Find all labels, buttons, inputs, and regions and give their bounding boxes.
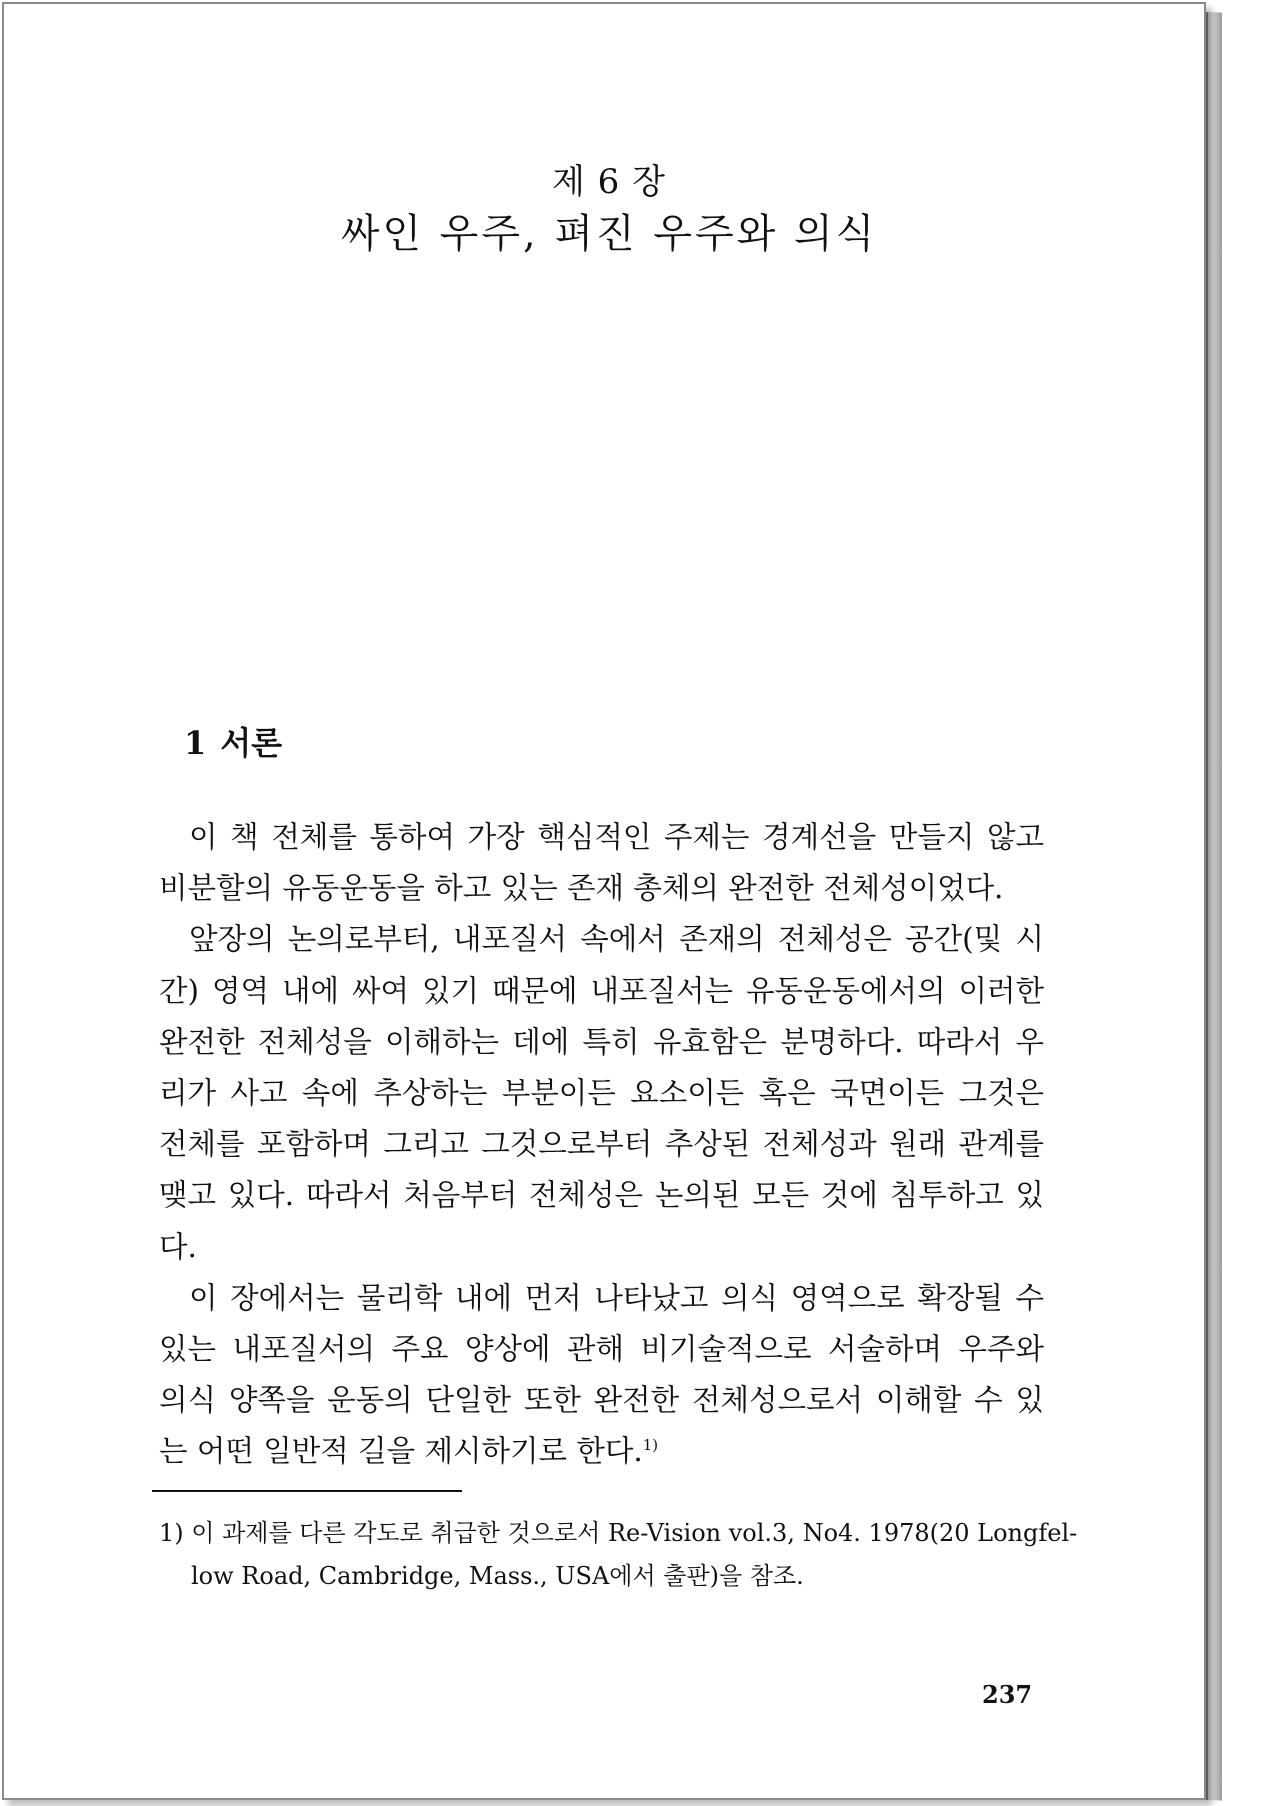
book-page — [2, 2, 1206, 1800]
body-line-final — [159, 1426, 1044, 1477]
footnote-divider — [152, 1490, 462, 1492]
section-heading — [184, 718, 282, 764]
body-line: 앞장의 논의로부터, 내포질서 속에서 존재의 전체성은 공간(및 시 — [189, 922, 1044, 957]
section-number: 1 — [184, 724, 207, 762]
footnote-line: low Road, Cambridge, Mass., USA에서 출판)을 참조. — [191, 1562, 804, 1590]
body-line: 전체를 포함하며 그리고 그것으로부터 추상된 전체성과 원래 관계를 — [159, 1127, 1044, 1162]
footnote-line: 1) 이 과제를 다른 각도로 취급한 것으로서 Re-Vision vol.3, No4. 1978(20 Longfel- — [159, 1519, 1078, 1547]
chapter-number: 제 6 장 — [552, 162, 666, 202]
body-line: 있는 내포질서의 주요 양상에 관해 비기술적으로 서술하며 우주와 — [159, 1331, 1044, 1366]
footnote-reference: 1) — [642, 1436, 659, 1455]
body-line: 비분할의 유동운동을 하고 있는 존재 총체의 완전한 전체성이었다. — [159, 871, 1004, 906]
body-line-final-text: 는 어떤 일반적 길을 제시하기로 한다. — [159, 1434, 643, 1469]
body-text — [159, 812, 1044, 1477]
page-edge-shadow — [1206, 12, 1222, 1801]
body-line: 맺고 있다. 따라서 처음부터 전체성은 논의된 모든 것에 침투하고 있 — [159, 1178, 1044, 1213]
body-line: 다. — [159, 1229, 197, 1264]
body-line: 리가 사고 속에 추상하는 부분이든 요소이든 혹은 국면이든 그것은 — [159, 1075, 1044, 1110]
body-line: 간) 영역 내에 싸여 있기 때문에 내포질서는 유동운동에서의 이러한 — [159, 973, 1044, 1008]
chapter-title: 싸인 우주, 펴진 우주와 의식 — [340, 211, 878, 257]
body-line: 의식 양쪽을 운동의 단일한 또한 완전한 전체성으로서 이해할 수 있 — [159, 1383, 1044, 1418]
section-title: 서론 — [220, 724, 283, 762]
page-number: 237 — [982, 1680, 1033, 1709]
body-line: 완전한 전체성을 이해하는 데에 특히 유효함은 분명하다. 따라서 우 — [159, 1024, 1044, 1059]
body-line: 이 책 전체를 통하여 가장 핵심적인 주제는 경계선을 만들지 않고 — [189, 820, 1044, 854]
footnote — [159, 1512, 1078, 1598]
body-line: 이 장에서는 물리학 내에 먼저 나타났고 의식 영역으로 확장될 수 — [189, 1280, 1044, 1315]
